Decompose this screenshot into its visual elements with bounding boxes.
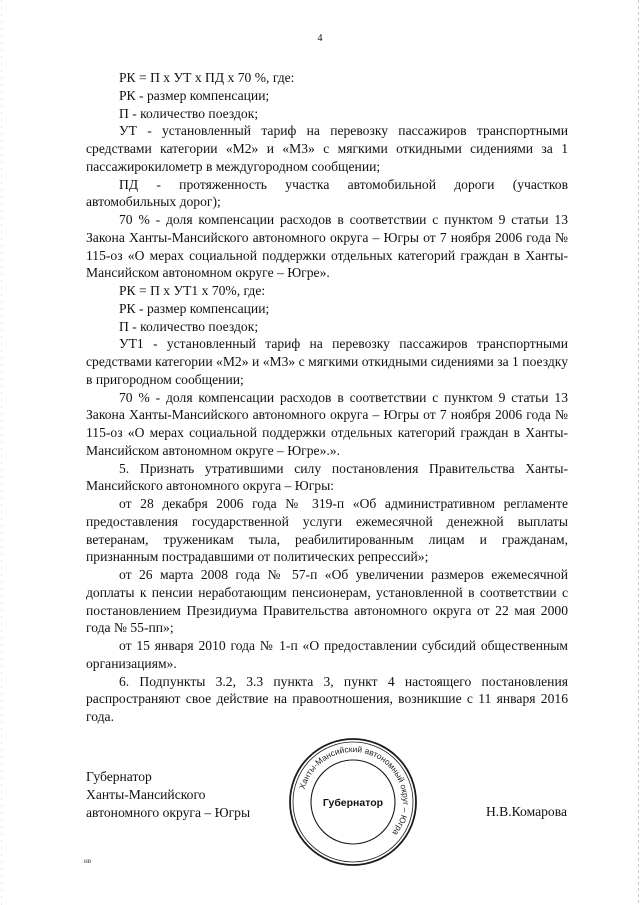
paragraph: от 26 марта 2008 года № 57-п «Об увеличении размеров ежемесячной доплаты к пенсии неработающим пенсионерам, установленной в соответствии с постановлением Президиума Правительства автономного округа от 22 мая 2000 года № 55-пп»; (86, 567, 568, 636)
signature-title: Губернатор (86, 769, 152, 784)
footer-mark: нв (84, 857, 92, 865)
signature-region: Ханты-Мансийского (86, 786, 206, 802)
official-seal (287, 736, 419, 868)
paragraph: УТ1 - установленный тариф на перевозку пассажиров транспортными средствами категории «М2» и «М3» с мягкими откидными сидениями за 1 поездку в пригородном сообщении; (86, 336, 568, 387)
signature-block (86, 768, 250, 821)
paragraph: РК = П х УТ1 х 70%, где: (119, 283, 266, 298)
paragraph: П - количество поездок; (119, 318, 259, 334)
scan-edge-right (638, 0, 639, 905)
paragraph: РК - размер компенсации; (119, 300, 270, 316)
scan-edge-left (1, 0, 2, 905)
paragraph: РК - размер компенсации; (119, 87, 270, 103)
paragraph: от 15 января 2010 года № 1-п «О предоставлении субсидий общественным организациям». (86, 638, 568, 671)
document-body (86, 69, 568, 726)
signer-name: Н.В.Комарова (485, 804, 567, 819)
seal-ring-textpath: Ханты-Мансийский автономный округ – Югра (296, 743, 412, 838)
paragraph: П - количество поездок; (119, 105, 259, 121)
seal-center-text: Губернатор (322, 797, 384, 809)
paragraph: 5. Признать утратившими силу постановления Правительства Ханты-Мансийского автономного округа – Югры: (86, 460, 568, 494)
paragraph: 70 % - доля компенсации расходов в соответствии с пунктом 9 статьи 13 Закона Ханты-Мансийского автономного округа – Югры от 7 ноября 2006 года № 115-оз «О мерах социальной поддержки отдельных категорий граждан в Ханты-Мансийском автономном округе – Югре». (86, 212, 568, 281)
signature-region-2: автономного округа – Югры (86, 804, 251, 820)
paragraph: УТ - установленный тариф на перевозку пассажиров транспортными средствами категории «М2» и «М3» с мягкими откидными сидениями за 1 пассажирокилометр в междугородном сообщении; (86, 123, 568, 174)
paragraph: РК = П х УТ х ПД х 70 %, где: (119, 70, 295, 85)
paragraph: 6. Подпункты 3.2, 3.3 пункта 3, пункт 4 настоящего постановления распространяют свое действие на правоотношения, возникшие с 11 января 2016 года. (86, 673, 568, 724)
paragraph: ПД - протяженность участка автомобильной дороги (участков автомобильных дорог); (86, 176, 568, 210)
paragraph: от 28 декабря 2006 года № 319-п «Об административном регламенте предоставления государственной услуги ежемесячной денежной выплаты ветеранам, труженикам тыла, реабилитированным лицам и гражданам, признанным пострадавшими от политических репрессий»; (86, 496, 568, 565)
page-number: 4 (317, 33, 323, 44)
paragraph: 70 % - доля компенсации расходов в соответствии с пунктом 9 статьи 13 Закона Ханты-Мансийского автономного округа – Югры от 7 ноября 2006 года № 115-оз «О мерах социальной поддержки отдельных категорий граждан в Ханты-Мансийском автономном округе – Югре».». (86, 389, 568, 458)
